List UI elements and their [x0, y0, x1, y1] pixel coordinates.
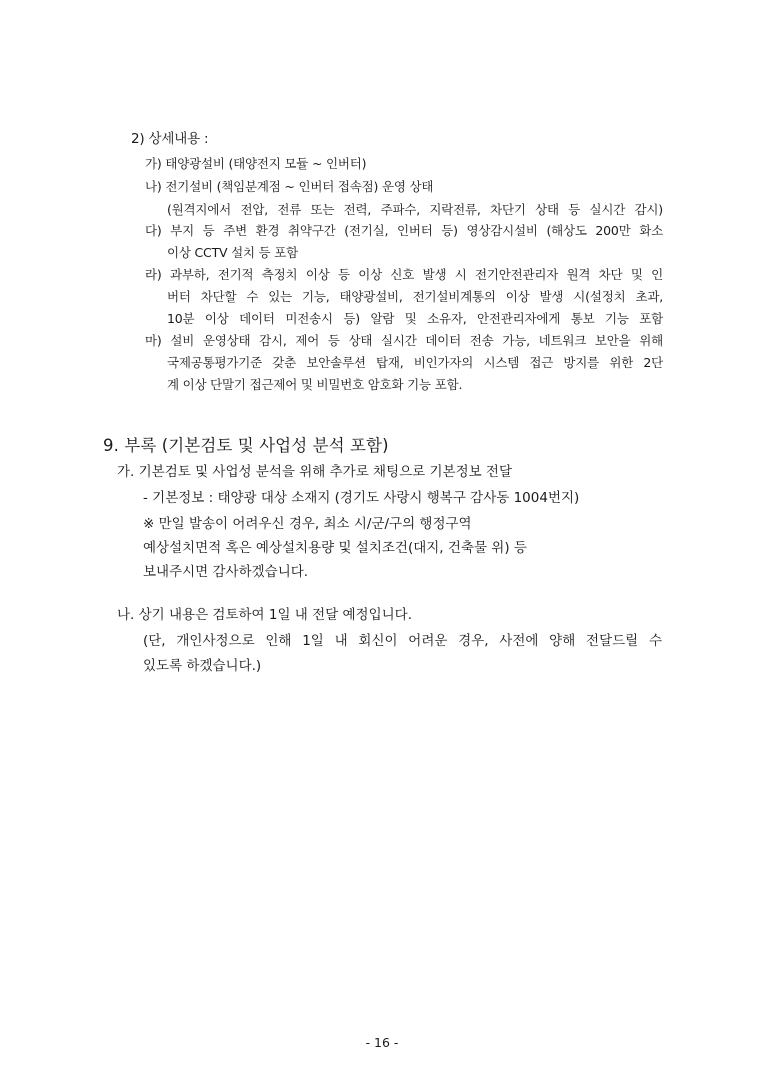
detail-item-ma: 마) 설비 운영상태 감시, 제어 등 상태 실시간 데이터 전송 가능, 네트워크 보안을 위해: [145, 333, 663, 348]
section-9-title: 9. 부록 (기본검토 및 사업성 분석 포함): [103, 436, 389, 455]
section-9-ga-line-1: - 기본정보 : 태양광 대상 소재지 (경기도 사랑시 행복구 감사동 1004번지): [143, 490, 580, 506]
detail-item-ga: 가) 태양광설비 (태양전지 모듈 ~ 인버터): [145, 156, 367, 171]
detail-item-da-cont: 이상 CCTV 설치 등 포함: [167, 245, 299, 260]
detail-item-ra-cont1: 버터 차단할 수 있는 기능, 태양광설비, 전기설비계통의 이상 발생 시(설정치 초과,: [167, 289, 663, 304]
section-9-na-line-1: (단, 개인사정으로 인해 1일 내 회신이 어려운 경우, 사전에 양해 전달드릴 수: [143, 633, 662, 649]
section-9-ga-line-2: ※ 만일 발송이 어려우신 경우, 최소 시/군/구의 행정구역: [143, 516, 472, 532]
section-9-ga-label: 가. 기본검토 및 사업성 분석을 위해 추가로 채팅으로 기본정보 전달: [117, 464, 513, 480]
detail-heading: 2) 상세내용 :: [131, 131, 209, 147]
detail-item-ma-cont2: 계 이상 단말기 접근제어 및 비밀번호 암호화 기능 포함.: [167, 377, 463, 392]
detail-item-da: 다) 부지 등 주변 환경 취약구간 (전기실, 인버터 등) 영상감시설비 (해상도 200만 화소: [145, 223, 663, 238]
detail-item-na-cont: (원격지에서 전압, 전류 또는 전력, 주파수, 지락전류, 차단기 상태 등 실시간 감시): [167, 202, 663, 217]
section-9-na-line-2: 있도록 하겠습니다.): [143, 658, 262, 674]
page-number: - 16 -: [365, 1035, 399, 1050]
detail-item-ra-cont2: 10분 이상 데이터 미전송시 등) 알람 및 소유자, 안전관리자에게 통보 기능 포함: [167, 311, 663, 326]
detail-item-ra: 라) 과부하, 전기적 측정치 이상 등 이상 신호 발생 시 전기안전관리자 원격 차단 및 인: [145, 267, 663, 282]
detail-item-ma-cont1: 국제공통평가기준 갖춘 보안솔루션 탑재, 비인가자의 시스템 접근 방지를 위한 2단: [167, 355, 663, 370]
section-9-ga-line-4: 보내주시면 감사하겠습니다.: [143, 564, 309, 580]
detail-item-na: 나) 전기설비 (책임분계점 ~ 인버터 접속점) 운영 상태: [145, 179, 434, 194]
section-9-na-label: 나. 상기 내용은 검토하여 1일 내 전달 예정입니다.: [117, 607, 412, 623]
section-9-ga-line-3: 예상설치면적 혹은 예상설치용량 및 설치조건(대지, 건축물 위) 등: [143, 540, 527, 556]
